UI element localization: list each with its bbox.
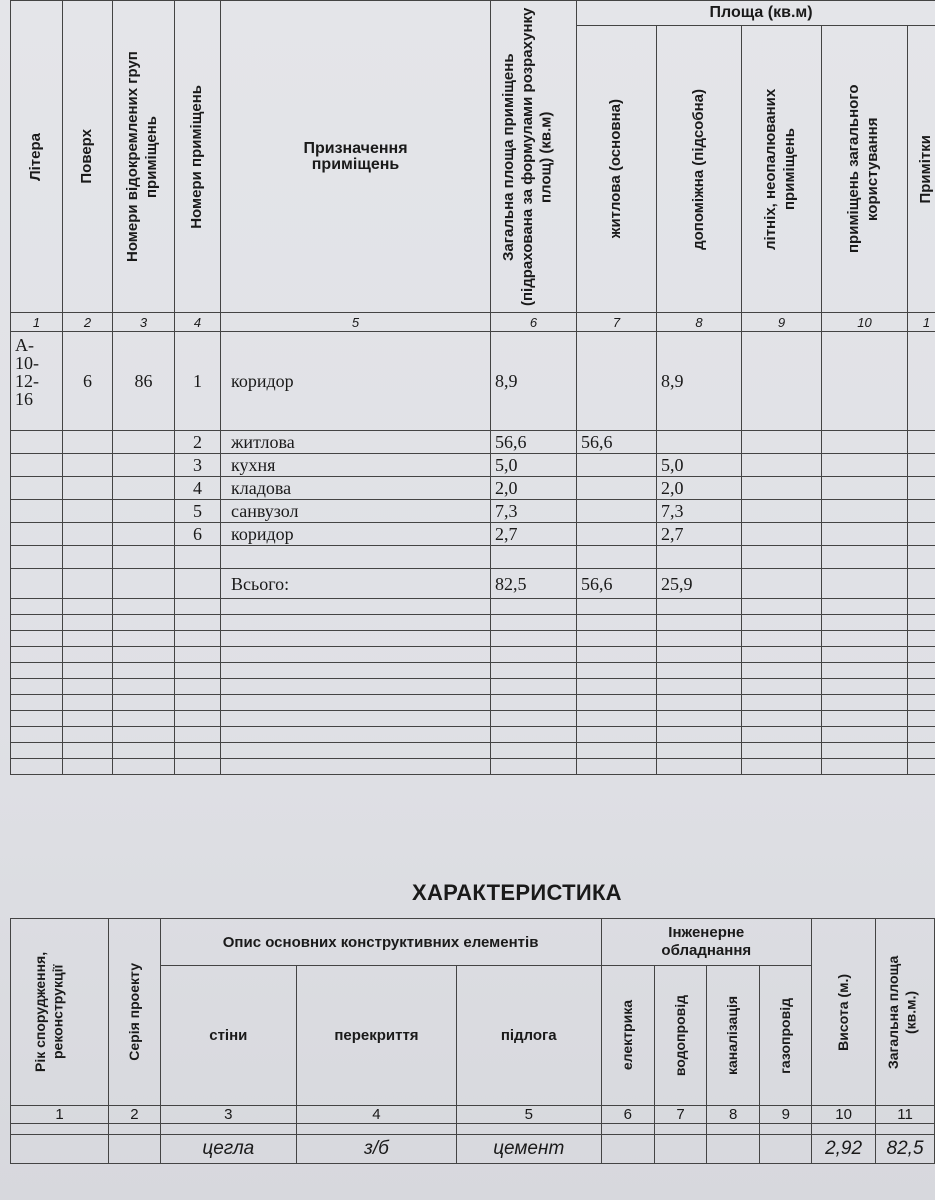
value-walls: цегла <box>160 1135 296 1164</box>
total-label: Всього: <box>221 569 491 599</box>
column-number: 9 <box>760 1106 812 1124</box>
column-number: 8 <box>706 1106 760 1124</box>
column-number: 6 <box>601 1106 655 1124</box>
header-sewer: каналізація <box>706 966 760 1106</box>
cell-common <box>822 332 908 431</box>
cell-purpose: санвузол <box>221 500 491 523</box>
header-year: Рік спорудження, реконструкції <box>11 919 109 1106</box>
cell-auxiliary: 5,0 <box>657 454 742 477</box>
empty-row <box>11 759 935 775</box>
total-auxiliary-value: 25,9 <box>657 569 742 599</box>
empty-row <box>11 615 935 631</box>
value-year <box>11 1135 109 1164</box>
header-height: Висота (м.) <box>812 919 876 1106</box>
total-area-value: 82,5 <box>491 569 577 599</box>
cell-notes <box>908 332 935 431</box>
empty-row <box>11 631 935 647</box>
cell-floor <box>63 477 113 500</box>
column-number: 7 <box>577 313 657 332</box>
cell-purpose: коридор <box>221 523 491 546</box>
empty-row <box>11 599 935 615</box>
value-sewer <box>706 1135 760 1164</box>
column-number-row <box>11 1106 935 1124</box>
cell-common <box>822 523 908 546</box>
cell-litera <box>11 500 63 523</box>
header-floor: Поверх <box>63 1 113 313</box>
header-electric: електрика <box>601 966 655 1106</box>
cell-litera <box>11 431 63 454</box>
cell-auxiliary: 7,3 <box>657 500 742 523</box>
cell-living: 56,6 <box>577 431 657 454</box>
cell-floor <box>63 454 113 477</box>
column-number: 1 <box>908 313 935 332</box>
cell-notes <box>908 454 935 477</box>
header-summer: літніх, неопалюваних приміщень <box>742 26 822 313</box>
cell-summer <box>742 454 822 477</box>
cell-purpose: коридор <box>221 332 491 431</box>
rooms-table <box>10 0 935 775</box>
header-groups: Номери відокремлених груп приміщень <box>113 1 175 313</box>
cell-auxiliary: 2,7 <box>657 523 742 546</box>
cell-purpose: кухня <box>221 454 491 477</box>
header-total-area-2: Загальна площа (кв.м.) <box>876 919 935 1106</box>
cell-purpose: житлова <box>221 431 491 454</box>
cell-floor <box>63 523 113 546</box>
empty-row <box>11 711 935 727</box>
cell-common <box>822 454 908 477</box>
cell-notes <box>908 523 935 546</box>
cell-room: 5 <box>175 500 221 523</box>
characteristics-values-row <box>11 1135 935 1164</box>
column-number: 10 <box>812 1106 876 1124</box>
cell-litera <box>11 523 63 546</box>
header-walls: стіни <box>160 966 296 1106</box>
column-number: 4 <box>175 313 221 332</box>
cell-summer <box>742 523 822 546</box>
table-row <box>11 454 935 477</box>
value-floors-ceilings: з/б <box>296 1135 456 1164</box>
header-floor-type: підлога <box>456 966 601 1106</box>
cell-auxiliary: 2,0 <box>657 477 742 500</box>
cell-total: 56,6 <box>491 431 577 454</box>
empty-row <box>11 743 935 759</box>
cell-group <box>113 431 175 454</box>
cell-litera <box>11 477 63 500</box>
value-series <box>109 1135 161 1164</box>
cell-common <box>822 500 908 523</box>
header-notes: Примітки <box>908 26 935 313</box>
cell-summer <box>742 431 822 454</box>
cell-summer <box>742 477 822 500</box>
cell-total: 7,3 <box>491 500 577 523</box>
cell-room: 1 <box>175 332 221 431</box>
header-floors-ceilings: перекриття <box>296 966 456 1106</box>
cell-group <box>113 500 175 523</box>
header-auxiliary: допоміжна (підсобна) <box>657 26 742 313</box>
value-floor: цемент <box>456 1135 601 1164</box>
table-row <box>11 546 935 569</box>
table-row <box>11 332 935 431</box>
column-number: 5 <box>456 1106 601 1124</box>
empty-row <box>11 695 935 711</box>
cell-floor <box>63 500 113 523</box>
column-number: 2 <box>109 1106 161 1124</box>
cell-living <box>577 523 657 546</box>
header-purpose: Призначення приміщень <box>221 1 491 313</box>
characteristics-table <box>10 918 935 1164</box>
cell-auxiliary: 8,9 <box>657 332 742 431</box>
header-engineering-group: Інженерне обладнання <box>601 919 812 966</box>
cell-litera <box>11 454 63 477</box>
column-number: 1 <box>11 1106 109 1124</box>
cell-common <box>822 431 908 454</box>
header-total-area: Загальна площа приміщень (підрахована за формулами розрахунку площ) (кв.м) <box>491 1 577 313</box>
value-total-area: 82,5 <box>876 1135 935 1164</box>
table-row <box>11 477 935 500</box>
column-number: 6 <box>491 313 577 332</box>
cell-group <box>113 477 175 500</box>
cell-notes <box>908 431 935 454</box>
empty-row <box>11 727 935 743</box>
value-gas <box>760 1135 812 1164</box>
cell-summer <box>742 500 822 523</box>
cell-living <box>577 477 657 500</box>
column-number: 2 <box>63 313 113 332</box>
characteristics-title: ХАРАКТЕРИСТИКА <box>412 880 622 905</box>
column-number: 7 <box>655 1106 707 1124</box>
cell-living <box>577 332 657 431</box>
value-water <box>655 1135 707 1164</box>
header-room-numbers: Номери приміщень <box>175 1 221 313</box>
cell-auxiliary <box>657 431 742 454</box>
cell-group <box>113 523 175 546</box>
cell-purpose: кладова <box>221 477 491 500</box>
column-number: 3 <box>160 1106 296 1124</box>
header-litera: Літера <box>11 1 63 313</box>
value-electric <box>601 1135 655 1164</box>
cell-living <box>577 500 657 523</box>
cell-group <box>113 454 175 477</box>
header-gas: газопровід <box>760 966 812 1106</box>
cell-room: 2 <box>175 431 221 454</box>
cell-living <box>577 454 657 477</box>
cell-notes <box>908 500 935 523</box>
total-living-value: 56,6 <box>577 569 657 599</box>
header-structure-group: Опис основних конструктивних елементів <box>160 919 601 966</box>
column-number-row <box>11 313 935 332</box>
value-height: 2,92 <box>812 1135 876 1164</box>
header-living: житлова (основна) <box>577 26 657 313</box>
empty-row <box>11 663 935 679</box>
cell-common <box>822 477 908 500</box>
empty-row <box>11 647 935 663</box>
header-series: Серія проекту <box>109 919 161 1106</box>
column-number: 9 <box>742 313 822 332</box>
header-water: водопровід <box>655 966 707 1106</box>
cell-room: 4 <box>175 477 221 500</box>
cell-total: 8,9 <box>491 332 577 431</box>
cell-notes <box>908 477 935 500</box>
table-row <box>11 431 935 454</box>
cell-total: 2,7 <box>491 523 577 546</box>
cell-floor: 6 <box>63 332 113 431</box>
column-number: 8 <box>657 313 742 332</box>
cell-group: 86 <box>113 332 175 431</box>
column-number: 10 <box>822 313 908 332</box>
table-row <box>11 523 935 546</box>
cell-litera: А- 10- 12- 16 <box>11 332 63 431</box>
cell-total: 2,0 <box>491 477 577 500</box>
header-area-group: Площа (кв.м) <box>577 1 935 26</box>
column-number: 1 <box>11 313 63 332</box>
empty-row <box>11 679 935 695</box>
column-number: 5 <box>221 313 491 332</box>
total-row <box>11 569 935 599</box>
header-common: приміщень загального користування <box>822 26 908 313</box>
cell-summer <box>742 332 822 431</box>
column-number: 3 <box>113 313 175 332</box>
cell-floor <box>63 431 113 454</box>
cell-total: 5,0 <box>491 454 577 477</box>
cell-room: 6 <box>175 523 221 546</box>
column-number: 4 <box>296 1106 456 1124</box>
column-number: 11 <box>876 1106 935 1124</box>
table-row <box>11 500 935 523</box>
cell-room: 3 <box>175 454 221 477</box>
